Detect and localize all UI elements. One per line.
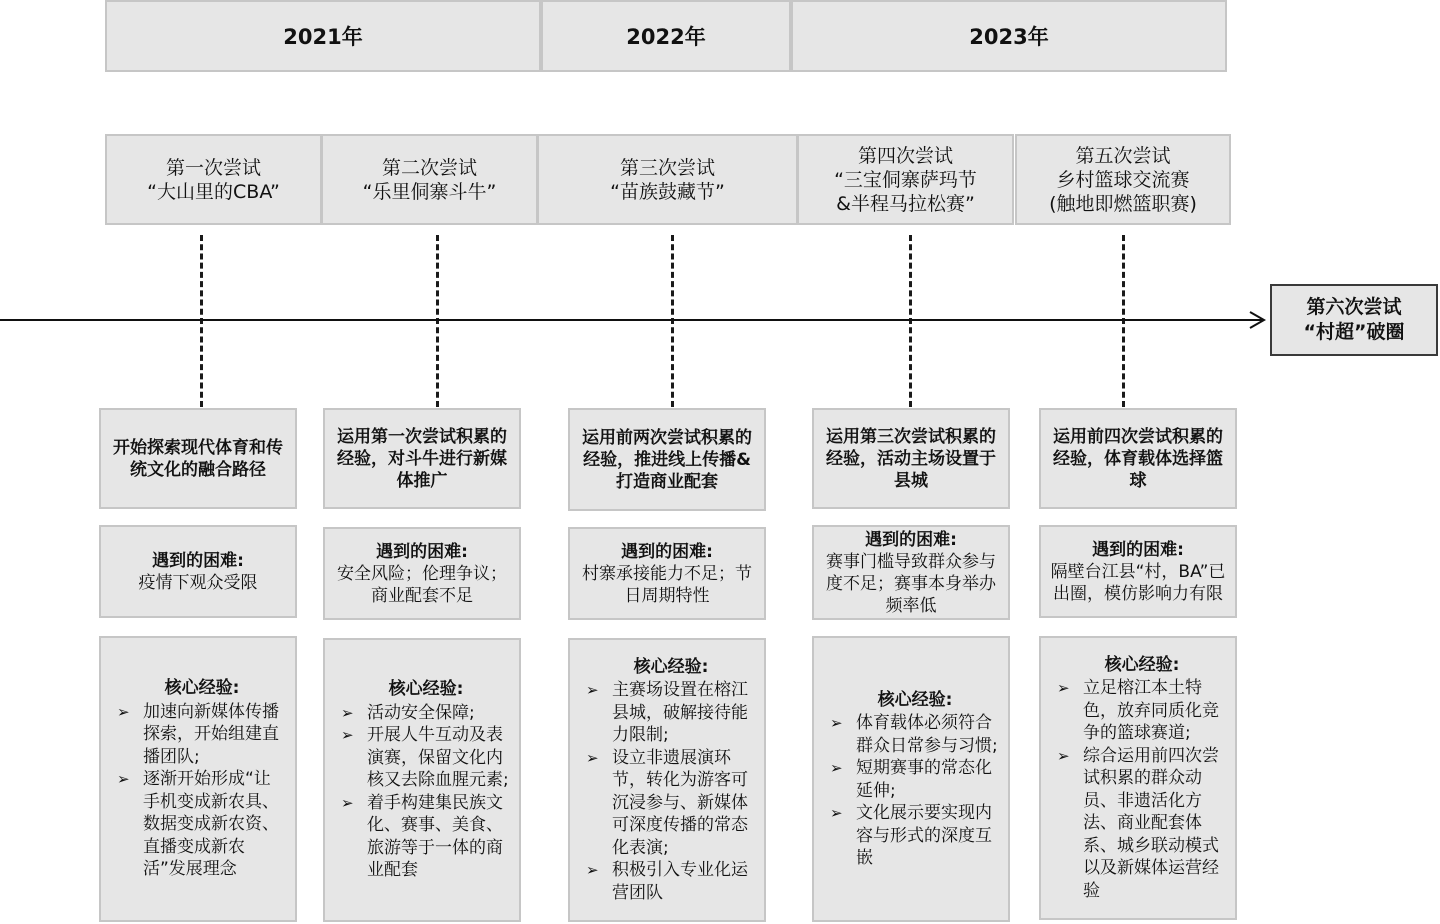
arrow-bullet-icon: ➢ bbox=[830, 759, 843, 777]
attempt-name-line2: &半程马拉松赛” bbox=[836, 192, 975, 215]
core-list bbox=[1057, 677, 1227, 902]
core-list bbox=[117, 701, 287, 881]
difficulty-text: 隔壁台江县“村，BA”已出圈，模仿影响力有限 bbox=[1050, 561, 1226, 604]
core-item: ➢ 立足榕江本土特色，放弃同质化竞争的篮球赛道; bbox=[1057, 678, 1219, 744]
core-box-1 bbox=[99, 636, 297, 922]
arrow-bullet-icon: ➢ bbox=[586, 681, 599, 700]
final-attempt-label: 第六次尝试 bbox=[1306, 296, 1402, 318]
attempt-4-box bbox=[797, 134, 1014, 225]
arrow-bullet-icon: ➢ bbox=[586, 861, 599, 880]
difficulty-text: 疫情下观众受限 bbox=[138, 572, 258, 593]
difficulty-box-1 bbox=[99, 525, 297, 618]
headline-box-3 bbox=[568, 408, 766, 511]
arrow-bullet-icon: ➢ bbox=[117, 770, 130, 789]
headline-box-2 bbox=[323, 408, 521, 509]
core-list bbox=[830, 712, 1000, 870]
core-title: 核心经验: bbox=[633, 656, 709, 677]
difficulty-text: 村寨承接能力不足；节日周期特性 bbox=[582, 563, 752, 606]
arrow-bullet-icon: ➢ bbox=[830, 714, 843, 732]
attempt-2-box bbox=[321, 134, 538, 225]
core-item: ➢ 开展人牛互动及表演赛，保留文化内核又去除血腥元素; bbox=[341, 725, 509, 791]
core-box-4 bbox=[812, 636, 1010, 922]
difficulty-text: 赛事门槛导致群众参与度不足；赛事本身举办频率低 bbox=[826, 551, 996, 616]
core-title: 核心经验: bbox=[1104, 654, 1180, 675]
attempt-label: 第一次尝试 bbox=[165, 156, 261, 179]
headline-box-4 bbox=[812, 408, 1010, 509]
arrow-bullet-icon: ➢ bbox=[341, 703, 354, 722]
difficulty-box-2 bbox=[323, 527, 521, 620]
arrow-bullet-icon: ➢ bbox=[341, 726, 354, 745]
attempt-1-box bbox=[105, 134, 322, 225]
core-item: ➢ 体育载体必须符合群众日常参与习惯; bbox=[830, 713, 998, 756]
attempt-subtitle: (触地即燃篮职赛) bbox=[1049, 192, 1197, 215]
difficulty-box-5 bbox=[1039, 525, 1237, 618]
timeline-arrow bbox=[0, 310, 1272, 332]
final-attempt-box bbox=[1270, 284, 1438, 356]
core-item: ➢ 加速向新媒体传播探索，开始组建直播团队; bbox=[117, 701, 279, 767]
arrow-bullet-icon: ➢ bbox=[1057, 679, 1070, 698]
headline-text: 运用前四次尝试积累的经验，体育载体选择篮球 bbox=[1053, 426, 1223, 491]
attempt-name: “苗族鼓藏节” bbox=[610, 180, 725, 203]
core-list bbox=[586, 679, 756, 904]
core-item: ➢ 着手构建集民族文化、赛事、美食、旅游等于一体的商业配套 bbox=[341, 792, 503, 881]
arrow-bullet-icon: ➢ bbox=[117, 702, 130, 721]
attempt-label: 第五次尝试 bbox=[1075, 144, 1171, 167]
arrow-bullet-icon: ➢ bbox=[830, 804, 843, 822]
core-item: ➢ 活动安全保障; bbox=[341, 702, 475, 723]
attempt-name: “大山里的CBA” bbox=[147, 180, 280, 203]
difficulty-box-3 bbox=[568, 527, 766, 620]
difficulty-box-4 bbox=[812, 525, 1010, 620]
core-item: ➢ 设立非遗展演环节，转化为游客可沉浸参与、新媒体可深度传播的常态化表演; bbox=[586, 747, 748, 858]
core-title: 核心经验: bbox=[164, 678, 240, 699]
headline-text: 运用第三次尝试积累的经验，活动主场设置于县城 bbox=[826, 426, 996, 491]
core-item: ➢ 综合运用前四次尝试积累的群众动员、非遗活化方法、商业配套体系、城乡联动模式以及新媒体运营经验 bbox=[1057, 745, 1219, 901]
arrow-bullet-icon: ➢ bbox=[341, 793, 354, 812]
year-2023 bbox=[791, 0, 1227, 72]
arrow-bullet-icon: ➢ bbox=[586, 748, 599, 767]
core-title: 核心经验: bbox=[877, 689, 953, 710]
difficulty-text: 安全风险；伦理争议；商业配套不足 bbox=[337, 563, 507, 606]
year-2021 bbox=[105, 0, 541, 72]
core-box-3 bbox=[568, 638, 766, 922]
headline-text: 运用前两次尝试积累的经验，推进线上传播&打造商业配套 bbox=[582, 427, 752, 492]
attempt-name: “乐里侗寨斗牛” bbox=[362, 180, 497, 203]
core-item: ➢ 积极引入专业化运营团队 bbox=[586, 860, 748, 903]
core-item: ➢ 逐渐开始形成“让手机变成新农具、数据变成新农资、直播变成新农活”发展理念 bbox=[117, 769, 279, 880]
attempt-5-box bbox=[1015, 134, 1231, 225]
arrow-bullet-icon: ➢ bbox=[1057, 746, 1070, 765]
core-title: 核心经验: bbox=[388, 679, 464, 700]
final-attempt-name: “村超”破圈 bbox=[1303, 321, 1405, 343]
difficulty-title: 遇到的困难: bbox=[1092, 539, 1184, 560]
year-label: 2021年 bbox=[283, 25, 363, 49]
core-box-5 bbox=[1039, 636, 1237, 920]
attempt-label: 第三次尝试 bbox=[619, 156, 715, 179]
attempt-label: 第四次尝试 bbox=[857, 144, 953, 167]
attempt-3-box bbox=[537, 134, 798, 225]
headline-text: 运用第一次尝试积累的经验，对斗牛进行新媒体推广 bbox=[337, 426, 507, 491]
core-item: ➢ 文化展示要实现内容与形式的深度互嵌 bbox=[830, 803, 992, 868]
core-box-2 bbox=[323, 638, 521, 922]
headline-box-5 bbox=[1039, 408, 1237, 509]
core-item: ➢ 短期赛事的常态化延伸; bbox=[830, 758, 992, 801]
attempt-label: 第二次尝试 bbox=[381, 156, 477, 179]
year-2022 bbox=[541, 0, 791, 72]
year-label: 2022年 bbox=[626, 25, 706, 49]
attempt-name: 乡村篮球交流赛 bbox=[1056, 168, 1190, 191]
difficulty-title: 遇到的困难: bbox=[621, 541, 713, 562]
attempt-name: “三宝侗寨萨玛节 bbox=[834, 168, 977, 191]
difficulty-title: 遇到的困难: bbox=[865, 529, 957, 550]
year-label: 2023年 bbox=[969, 25, 1049, 49]
difficulty-title: 遇到的困难: bbox=[376, 541, 468, 562]
core-list bbox=[341, 702, 511, 882]
headline-text: 开始探索现代体育和传统文化的融合路径 bbox=[113, 437, 283, 480]
headline-box-1 bbox=[99, 408, 297, 509]
core-item: ➢ 主赛场设置在榕江县城，破解接待能力限制; bbox=[586, 680, 748, 746]
difficulty-title: 遇到的困难: bbox=[152, 550, 244, 571]
